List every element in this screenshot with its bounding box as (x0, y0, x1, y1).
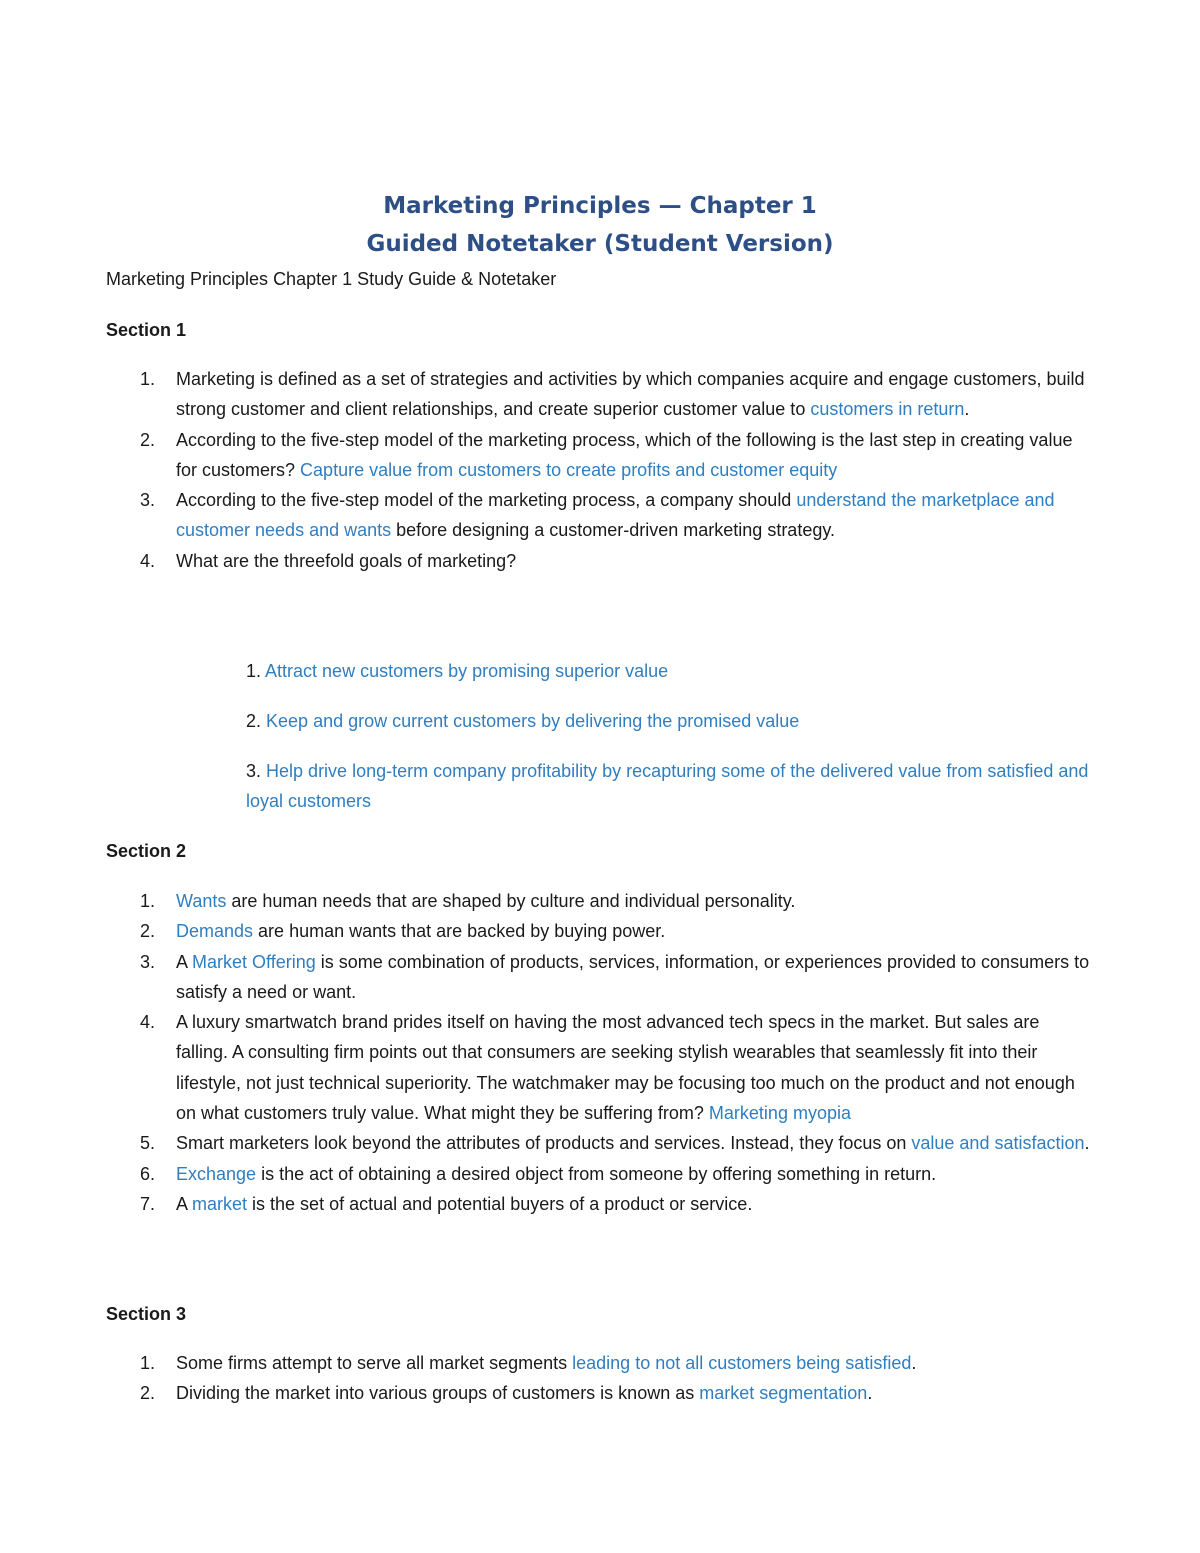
list-item (0, 1128, 1200, 1158)
document-subtitle-heading: Guided Notetaker (Student Version) (366, 231, 834, 257)
item-text-after: are human needs that are shaped by culture and individual personality. (226, 891, 796, 911)
document-title: Marketing Principles — Chapter 1 (383, 193, 817, 219)
item-answer: leading to not all customers being satisfied (572, 1353, 912, 1373)
item-number: 5. (140, 1133, 156, 1154)
goal-answer: Help drive long-term company profitability by recapturing some of the delivered value from satisfied and loyal customers (246, 761, 1089, 812)
item-answer: value and satisfaction (911, 1133, 1085, 1154)
item-text-after: . (964, 399, 970, 420)
item-text: Smart marketers look beyond the attributes of products and services. Instead, they focus on (176, 1133, 912, 1154)
item-text: Dividing the market into various groups of customers is known as (176, 1383, 700, 1404)
goal-number: 2. (246, 711, 262, 731)
item-answer: Demands (176, 921, 254, 942)
item-text: What are the threefold goals of marketing? (176, 550, 517, 571)
item-text-after: are human wants that are backed by buying power. (253, 921, 666, 942)
item-number: 1. (140, 891, 156, 911)
list-item (0, 546, 1200, 576)
list-item (0, 1159, 1200, 1189)
section-3-heading: Section 3 (106, 1304, 187, 1324)
item-text: A (176, 1193, 193, 1214)
item-text: A (176, 951, 193, 972)
item-text: According to the five-step model of the marketing process, a company should (176, 490, 797, 511)
item-text-after: before designing a customer-driven marketing strategy. (391, 520, 836, 541)
item-text-after: . (1084, 1133, 1090, 1154)
item-answer: Marketing myopia (708, 1103, 851, 1124)
goal-answer: Attract new customers by promising superior value (265, 661, 669, 681)
list-item (0, 947, 1200, 1008)
goal-item (246, 706, 1106, 736)
item-text-after: . (867, 1383, 873, 1404)
section-2-list (0, 886, 1200, 1219)
item-text-after: is some combination of products, services, information, or experiences provided to consumers to satisfy a need or want. (176, 951, 1090, 1002)
list-item (0, 364, 1200, 425)
list-item (0, 425, 1200, 486)
item-number: 6. (140, 1163, 156, 1184)
list-item (0, 1348, 1200, 1378)
item-text: Marketing is defined as a set of strategies and activities by which companies acquire and engage customers, build strong customer and client relationships, and create superior customer value to (176, 369, 1085, 420)
section-1-heading: Section 1 (106, 320, 187, 340)
item-number: 1. (140, 1353, 156, 1373)
item-number: 2. (140, 921, 156, 942)
document-description: Marketing Principles Chapter 1 Study Guide & Notetaker (106, 269, 557, 289)
item-number: 4. (140, 1012, 156, 1033)
goal-answer: Keep and grow current customers by delivering the promised value (266, 711, 800, 731)
item-text: Some firms attempt to serve all market segments (176, 1353, 573, 1373)
section-1-list (0, 364, 1200, 576)
item-answer: Wants (176, 891, 227, 911)
goal-item (246, 656, 1106, 686)
section-3-list (0, 1348, 1200, 1409)
item-text: A luxury smartwatch brand prides itself on having the most advanced tech specs in the market. But sales are falling. A consulting firm points out that consumers are seeking stylish wearables that seamlessly fit into their lifestyle, not just technical superiority. The watchmaker may be focusing too much on the product and not enough on what customers truly value. What might they be suffering from? (176, 1012, 1075, 1124)
item-answer: market segmentation (699, 1383, 868, 1404)
item-answer: Exchange (176, 1163, 257, 1184)
item-number: 2. (140, 429, 156, 450)
list-item (0, 1189, 1200, 1219)
list-item (0, 1007, 1200, 1128)
section-2-heading: Section 2 (106, 841, 187, 861)
list-item (0, 916, 1200, 946)
list-item (0, 886, 1200, 916)
list-item (0, 1378, 1200, 1408)
goal-number: 3. (246, 761, 262, 781)
item-text: According to the five-step model of the marketing process, which of the following is the last step in creating value for customers? (176, 429, 1073, 480)
item-answer: Capture value from customers to create profits and customer equity (300, 459, 838, 480)
list-item (0, 485, 1200, 546)
item-answer: understand the marketplace and customer needs and wants (176, 490, 1055, 541)
item-number: 3. (140, 951, 156, 972)
goal-item (246, 756, 1106, 817)
item-text-after: . (911, 1353, 917, 1373)
item-number: 3. (140, 490, 156, 511)
item-number: 7. (140, 1193, 156, 1214)
item-number: 2. (140, 1383, 156, 1404)
item-text-after: is the act of obtaining a desired object from someone by offering something in return. (256, 1163, 937, 1184)
item-number: 4. (140, 550, 156, 571)
item-answer: Market Offering (192, 951, 316, 972)
item-answer: market (192, 1193, 248, 1214)
goal-number: 1. (246, 661, 262, 681)
item-answer: customers in return (810, 399, 965, 420)
item-text-after: is the set of actual and potential buyers of a product or service. (247, 1193, 753, 1214)
item-number: 1. (140, 369, 156, 389)
